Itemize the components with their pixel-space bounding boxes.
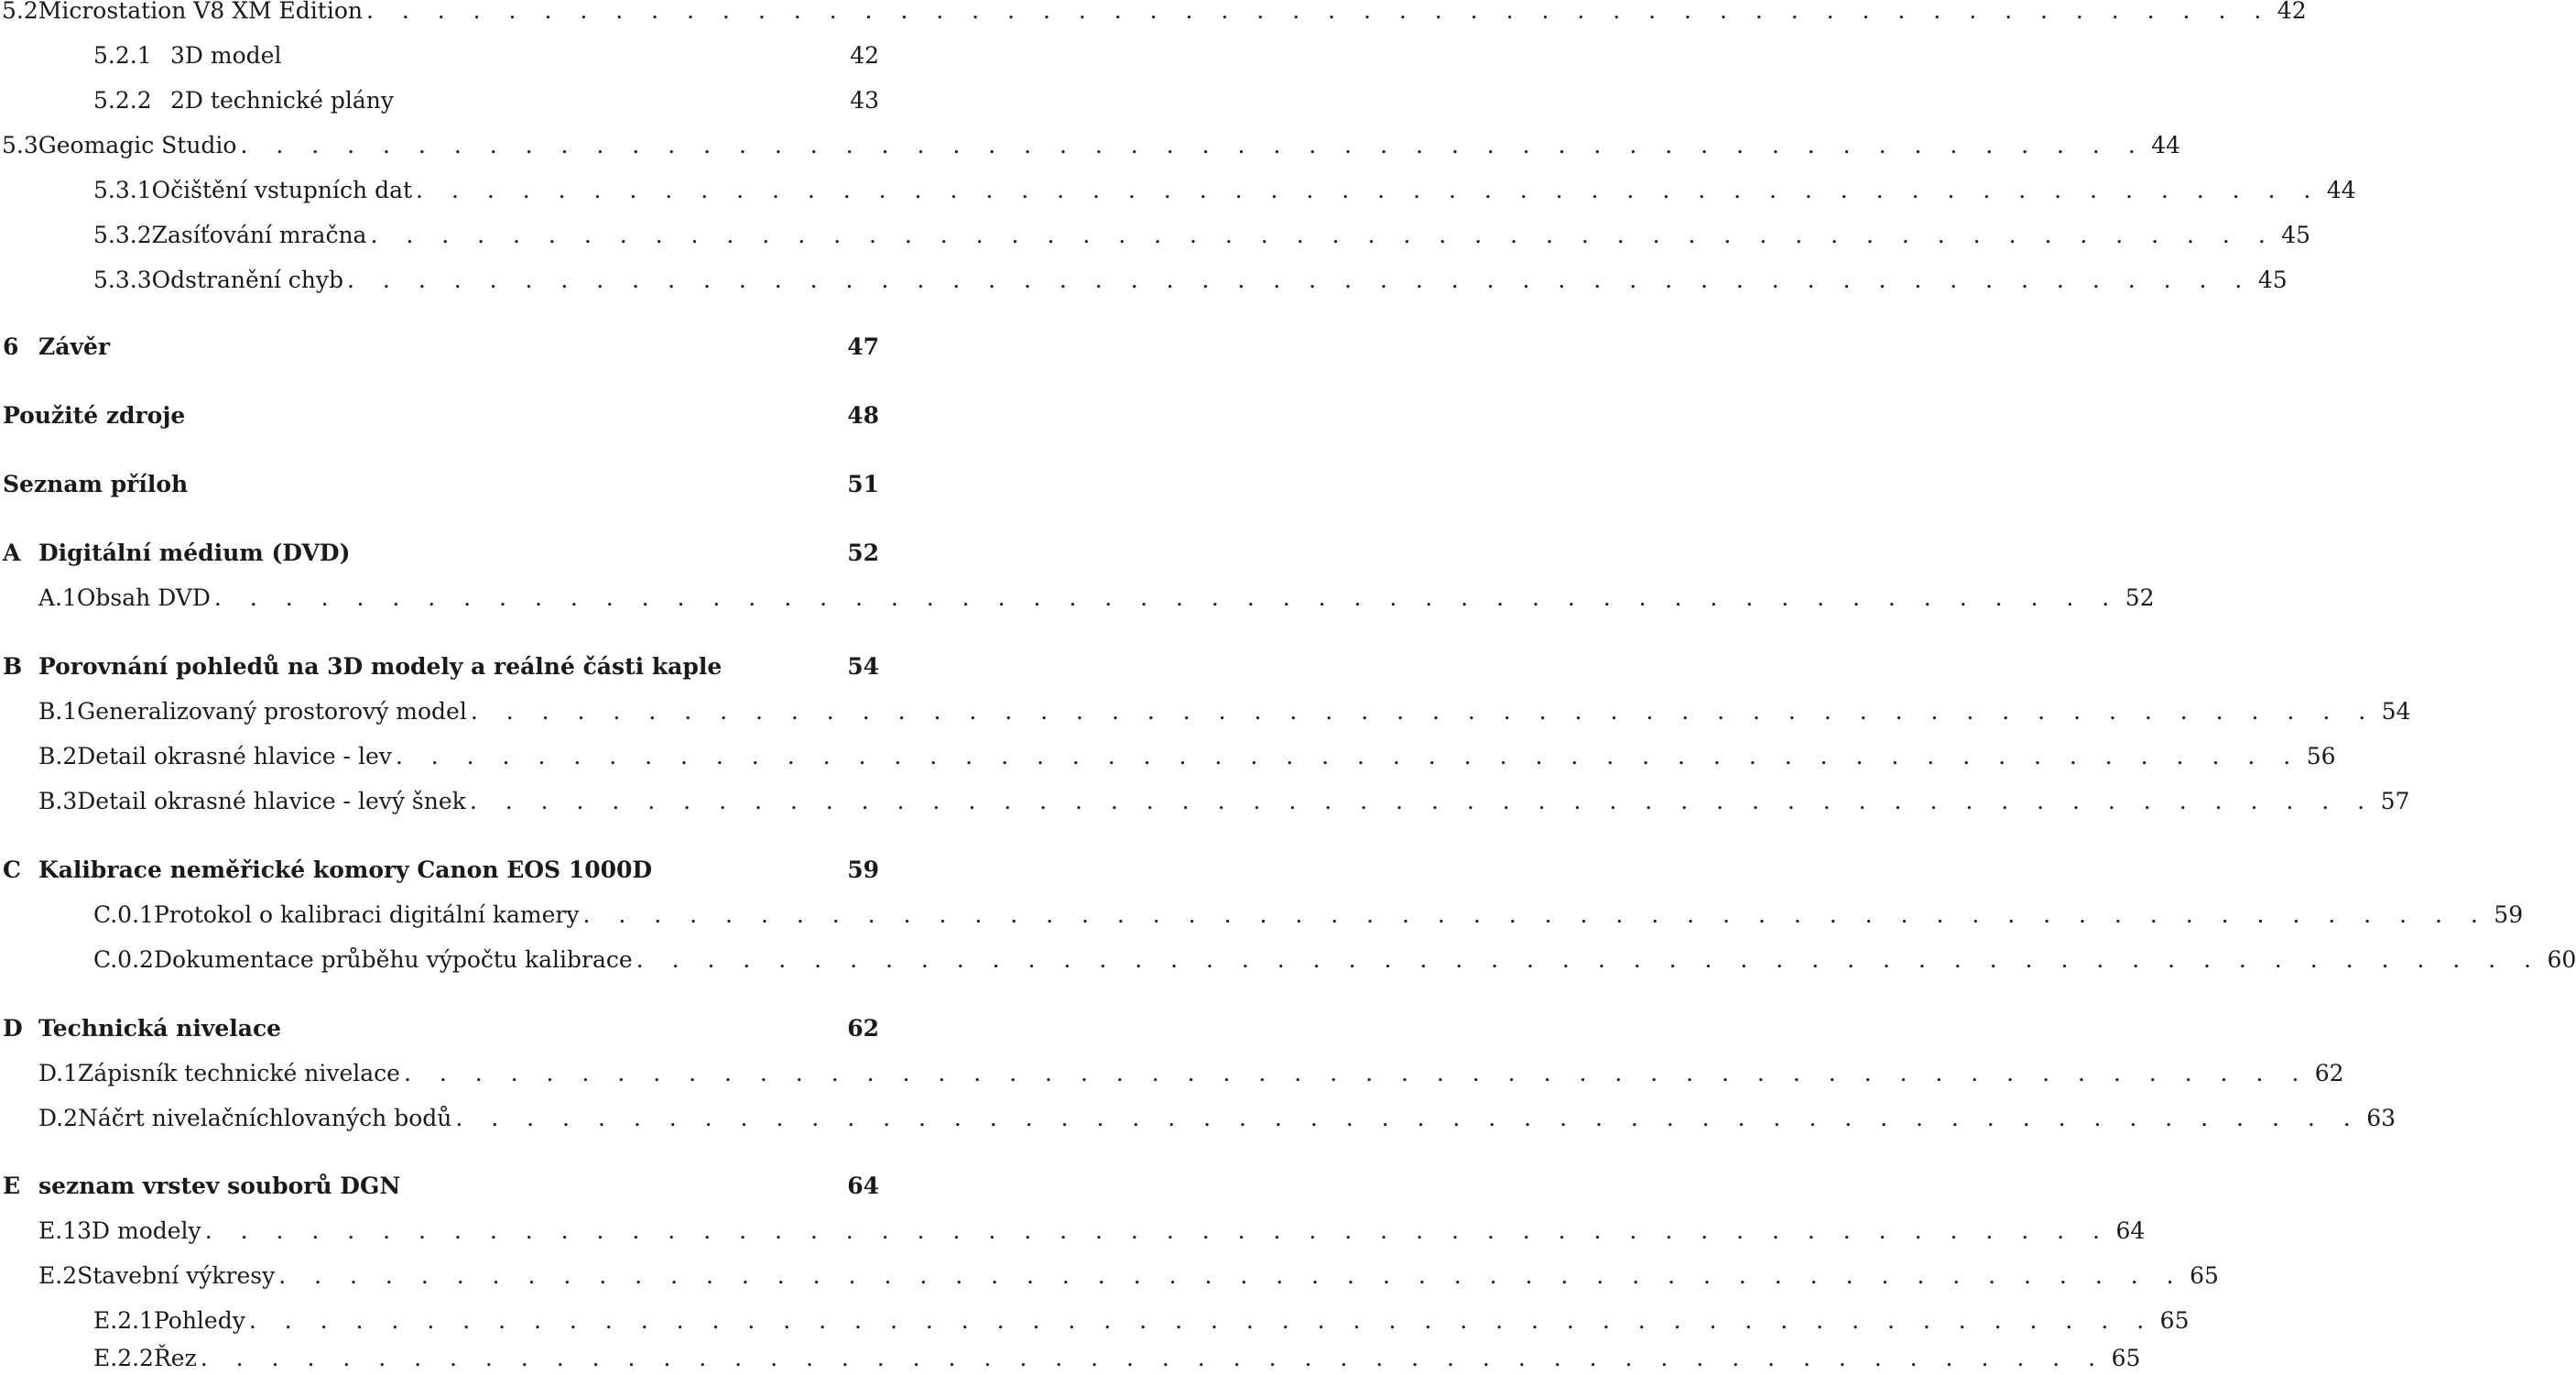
entry-title: Detail okrasné hlavice - lev: [77, 743, 392, 769]
entry-title: Protokol o kalibraci digitální kamery: [153, 901, 580, 928]
toc-entry[interactable]: [0, 698, 2411, 725]
entry-title: 3D model: [170, 42, 282, 69]
entry-page: 64: [2115, 1217, 2146, 1244]
chapter-number: E: [3, 1173, 21, 1199]
entry-page: 42: [2277, 0, 2307, 24]
chapter-number: B: [3, 653, 23, 680]
toc-entry[interactable]: [0, 901, 2524, 928]
chapter-page: 52: [847, 540, 879, 566]
toc-entry[interactable]: [0, 1217, 2146, 1244]
entry-title: Pohledy: [153, 1307, 245, 1334]
entry-number: E.2: [38, 1262, 78, 1289]
dot-leader: . . . . . . . . . . . . . . . . . . . . . . . . . . . . . . . . . . . . . . . . . . . . . . . . . . . . . .: [582, 901, 2489, 928]
entry-page: 43: [850, 87, 879, 114]
toc-entry[interactable]: [0, 743, 2336, 769]
entry-number: B.2: [38, 743, 78, 769]
entry-title: Generalizovaný prostorový model: [77, 698, 467, 725]
entry-title: 2D technické plány: [170, 87, 394, 114]
toc-chapter[interactable]: [0, 1173, 879, 1199]
entry-page: 52: [2125, 584, 2155, 611]
entry-number: 5.2: [2, 0, 38, 24]
chapter-page: 64: [847, 1173, 879, 1199]
entry-title: Microstation V8 XM Edition: [38, 0, 363, 24]
entry-page: 44: [2326, 177, 2356, 203]
entry-number: A.1: [38, 584, 77, 611]
chapter-number: D: [3, 1015, 23, 1042]
chapter-title: Technická nivelace: [38, 1015, 282, 1042]
chapter-title: Použité zdroje: [3, 402, 186, 429]
entry-number: C.0.1: [93, 901, 154, 928]
dot-leader: . . . . . . . . . . . . . . . . . . . . . . . . . . . . . . . . . . . . . . . . . . . . . . . . . . . . . .: [240, 132, 2147, 158]
toc-entry[interactable]: [0, 132, 2181, 158]
chapter-page: 48: [847, 402, 879, 429]
chapter-page: 54: [847, 653, 879, 680]
toc-entry[interactable]: [0, 1105, 2396, 1131]
chapter-page: 47: [847, 333, 879, 360]
entry-page: 44: [2151, 132, 2181, 158]
toc-chapter[interactable]: [0, 857, 879, 883]
toc-entry[interactable]: [0, 946, 2576, 973]
dot-leader: . . . . . . . . . . . . . . . . . . . . . . . . . . . . . . . . . . . . . . . . . . . . . . . . . . . . . .: [370, 222, 2277, 248]
entry-title: Zápisník technické nivelace: [78, 1060, 400, 1086]
entry-title: Odstranění chyb: [151, 267, 344, 293]
entry-page: 54: [2381, 698, 2411, 725]
entry-title: Očištění vstupních dat: [151, 177, 413, 203]
entry-page: 65: [2111, 1345, 2141, 1371]
toc-entry[interactable]: [0, 222, 2311, 248]
entry-number: B.1: [38, 698, 78, 725]
entry-page: 60: [2547, 946, 2576, 973]
toc-chapter[interactable]: [0, 402, 879, 429]
entry-number: D.2: [38, 1105, 79, 1131]
dot-leader: . . . . . . . . . . . . . . . . . . . . . . . . . . . . . . . . . . . . . . . . . . . . . . . . . . . . . .: [200, 1345, 2106, 1371]
entry-title: Detail okrasné hlavice - levý šnek: [77, 788, 466, 814]
dot-leader: . . . . . . . . . . . . . . . . . . . . . . . . . . . . . . . . . . . . . . . . . . . . . . . . . . . . . .: [416, 177, 2321, 203]
dot-leader: . . . . . . . . . . . . . . . . . . . . . . . . . . . . . . . . . . . . . . . . . . . . . . . . . . . . . .: [278, 1262, 2185, 1289]
entry-title: Náčrt nivelačníchlovaných bodů: [78, 1105, 452, 1131]
entry-number: C.0.2: [93, 946, 154, 973]
chapter-title: Kalibrace neměřické komory Canon EOS 1000D: [38, 857, 653, 883]
entry-number: E.1: [38, 1217, 78, 1244]
entry-title: 3D modely: [77, 1217, 201, 1244]
entry-number: 5.3.2: [93, 222, 152, 248]
toc-chapter[interactable]: [0, 333, 879, 360]
entry-number: E.2.2: [93, 1345, 154, 1371]
dot-leader: . . . . . . . . . . . . . . . . . . . . . . . . . . . . . . . . . . . . . . . . . . . . . . . . . . . . . .: [470, 698, 2376, 725]
entry-page: 65: [2190, 1262, 2219, 1289]
chapter-page: 59: [847, 857, 879, 883]
entry-number: 5.3: [2, 132, 38, 158]
entry-page: 57: [2380, 788, 2410, 814]
chapter-number: C: [3, 857, 21, 883]
entry-number: 5.2.1: [93, 42, 152, 69]
toc-entry[interactable]: [0, 177, 2356, 203]
toc-entry[interactable]: [0, 1262, 2219, 1289]
toc-entry[interactable]: [0, 788, 2410, 814]
entry-page: 42: [850, 42, 879, 69]
entry-number: 5.3.3: [93, 267, 152, 293]
entry-title: Dokumentace průběhu výpočtu kalibrace: [153, 946, 633, 973]
entry-number: 5.2.2: [93, 87, 152, 114]
chapter-title: Porovnání pohledů na 3D modely a reálné části kaple: [38, 653, 723, 680]
toc-entry[interactable]: [0, 267, 2288, 293]
entry-page: 45: [2281, 222, 2311, 248]
dot-leader: . . . . . . . . . . . . . . . . . . . . . . . . . . . . . . . . . . . . . . . . . . . . . . . . . . . . . .: [213, 584, 2120, 611]
dot-leader: . . . . . . . . . . . . . . . . . . . . . . . . . . . . . . . . . . . . . . . . . . . . . . . . . . . . . .: [469, 788, 2375, 814]
dot-leader: . . . . . . . . . . . . . . . . . . . . . . . . . . . . . . . . . . . . . . . . . . . . . . . . . . . . . .: [248, 1307, 2155, 1334]
dot-leader: . . . . . . . . . . . . . . . . . . . . . . . . . . . . . . . . . . . . . . . . . . . . . . . . . . . . . .: [455, 1105, 2362, 1131]
entry-number: E.2.1: [93, 1307, 154, 1334]
chapter-title: Seznam příloh: [3, 471, 189, 497]
chapter-page: 51: [847, 471, 879, 497]
dot-leader: . . . . . . . . . . . . . . . . . . . . . . . . . . . . . . . . . . . . . . . . . . . . . . . . . . . . . .: [365, 0, 2272, 24]
toc-entry[interactable]: [0, 1060, 2344, 1086]
entry-title: Zasíťování mračna: [151, 222, 367, 248]
dot-leader: . . . . . . . . . . . . . . . . . . . . . . . . . . . . . . . . . . . . . . . . . . . . . . . . . . . . . .: [636, 946, 2542, 973]
entry-page: 62: [2314, 1060, 2344, 1086]
entry-number: B.3: [38, 788, 78, 814]
entry-page: 56: [2306, 743, 2336, 769]
dot-leader: . . . . . . . . . . . . . . . . . . . . . . . . . . . . . . . . . . . . . . . . . . . . . . . . . . . . . .: [403, 1060, 2310, 1086]
chapter-title: Závěr: [38, 333, 111, 360]
chapter-number: 6: [3, 333, 19, 360]
toc-chapter[interactable]: [0, 540, 879, 566]
entry-page: 65: [2159, 1307, 2190, 1334]
chapter-number: A: [3, 540, 21, 566]
entry-number: D.1: [38, 1060, 79, 1086]
entry-title: Stavební výkresy: [77, 1262, 276, 1289]
toc-entry[interactable]: [0, 584, 2155, 611]
entry-page: 63: [2366, 1105, 2396, 1131]
entry-title: Řez: [153, 1345, 197, 1371]
entry-title: Obsah DVD: [76, 584, 211, 611]
toc-chapter[interactable]: [0, 653, 879, 680]
entry-number: 5.3.1: [93, 177, 152, 203]
chapter-title: seznam vrstev souborů DGN: [38, 1173, 401, 1199]
toc-chapter[interactable]: [0, 471, 879, 497]
toc-entry[interactable]: [0, 87, 879, 114]
toc-chapter[interactable]: [0, 1015, 879, 1042]
chapter-title: Digitální médium (DVD): [38, 540, 351, 566]
toc-entry[interactable]: [0, 1345, 2141, 1371]
entry-page: 59: [2494, 901, 2524, 928]
toc-entry[interactable]: [0, 1307, 2190, 1334]
dot-leader: . . . . . . . . . . . . . . . . . . . . . . . . . . . . . . . . . . . . . . . . . . . . . . . . . . . . . .: [347, 267, 2253, 293]
dot-leader: . . . . . . . . . . . . . . . . . . . . . . . . . . . . . . . . . . . . . . . . . . . . . . . . . . . . . .: [204, 1217, 2111, 1244]
dot-leader: . . . . . . . . . . . . . . . . . . . . . . . . . . . . . . . . . . . . . . . . . . . . . . . . . . . . . .: [395, 743, 2301, 769]
entry-title: Geomagic Studio: [38, 132, 237, 158]
entry-page: 45: [2257, 267, 2288, 293]
toc-entry[interactable]: [0, 0, 2307, 24]
toc-entry[interactable]: [0, 42, 879, 69]
chapter-page: 62: [847, 1015, 879, 1042]
